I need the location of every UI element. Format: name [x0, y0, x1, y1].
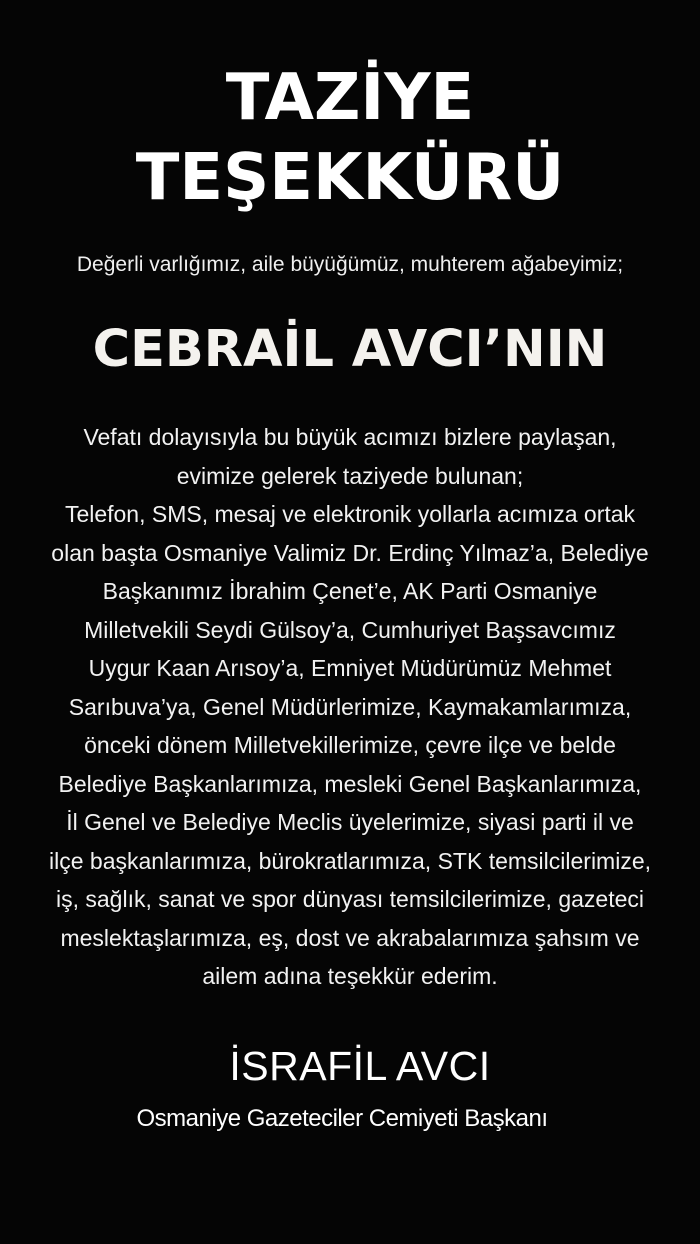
message-line: Belediye Başkanlarımıza, mesleki Genel Başkanlarımıza, — [58, 770, 642, 797]
message-line: ailem adına teşekkür ederim. — [202, 963, 498, 989]
message-line: evimize gelerek taziyede bulunan; — [176, 462, 524, 489]
message-line: olan başta Osmaniye Valimiz Dr. Erdinç Yılmaz’a, Belediye — [51, 539, 649, 566]
message-line: iş, sağlık, sanat ve spor dünyası temsilcilerimize, gazeteci — [55, 886, 645, 912]
message-body — [20, 418, 680, 996]
heading-line-2: TEŞEKKÜRÜ — [135, 141, 565, 215]
deceased-name: CEBRAİL AVCI’NIN — [92, 320, 608, 379]
message-line: önceki dönem Milletvekillerimize, çevre ilçe ve belde — [84, 732, 616, 758]
intro-text: Değerli varlığımız, aile büyüğümüz, muhterem ağabeyimiz; — [76, 253, 624, 276]
message-line: İl Genel ve Belediye Meclis üyelerimize, siyasi parti il ve — [66, 809, 634, 835]
message-line: Milletvekili Seydi Gülsoy’a, Cumhuriyet Başsavcımız — [84, 616, 616, 643]
heading-line-1: TAZİYE — [225, 61, 475, 135]
signer-title: Osmaniye Gazeteciler Cemiyeti Başkanı — [136, 1105, 548, 1132]
message-line: ilçe başkanlarımıza, bürokratlarımıza, STK temsilcilerimize, — [49, 847, 651, 874]
message-line: Vefatı dolayısıyla bu büyük acımızı bizlere paylaşan, — [83, 424, 617, 450]
message-line: Uygur Kaan Arısoy’a, Emniyet Müdürümüz Mehmet — [88, 655, 612, 681]
message-line: Sarıbuva’ya, Genel Müdürlerimize, Kaymakamlarımıza, — [68, 693, 632, 720]
signer-name: İSRAFİL AVCI — [229, 1043, 491, 1089]
message-line: Telefon, SMS, mesaj ve elektronik yollarla acımıza ortak — [64, 501, 636, 527]
message-line: Başkanımız İbrahim Çenet’e, AK Parti Osmaniye — [102, 578, 598, 604]
message-line: meslektaşlarımıza, eş, dost ve akrabalarımıza şahsım ve — [60, 924, 640, 951]
